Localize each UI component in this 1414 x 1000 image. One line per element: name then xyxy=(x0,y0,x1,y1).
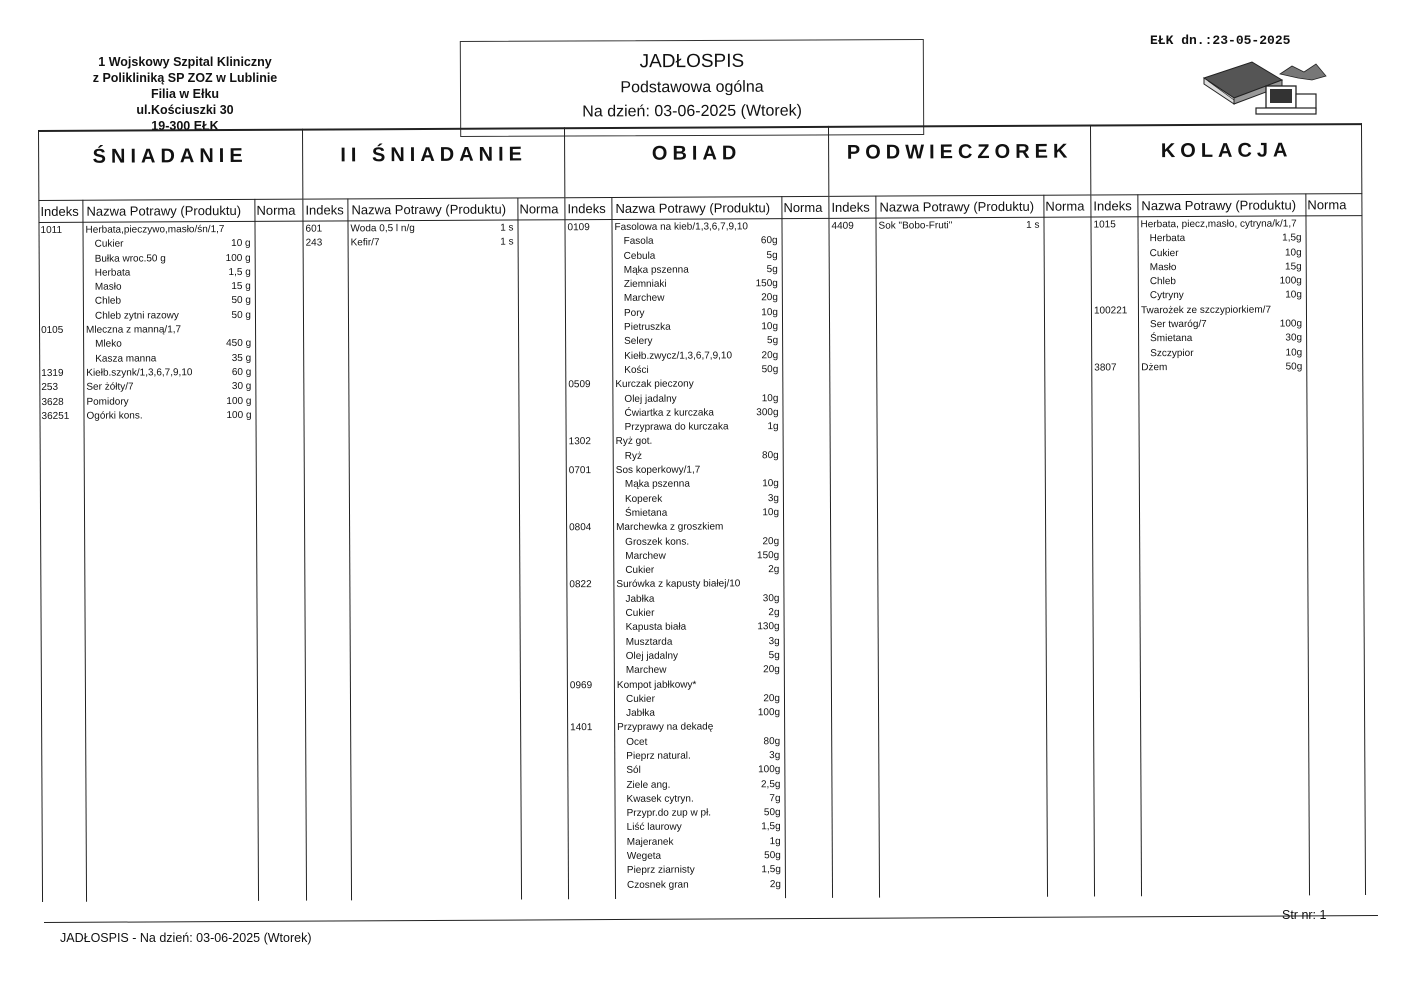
ingredient-row xyxy=(1092,317,1363,333)
ingredient-name: Cukier xyxy=(94,238,124,251)
row-norm: 10 g xyxy=(231,238,251,250)
institution-line: 1 Wojskowy Szpital Kliniczny xyxy=(98,55,272,69)
column-header-index: Indeks xyxy=(1093,198,1132,214)
row-index: 4409 xyxy=(831,220,854,232)
meal-rows xyxy=(829,218,1090,234)
ingredient-name: Cebula xyxy=(623,250,656,262)
column-header-name: Nazwa Potrawy (Produktu) xyxy=(351,201,507,218)
meal-rows xyxy=(1091,217,1363,376)
dish-name: Kefir/7 xyxy=(350,237,380,249)
institution-block xyxy=(80,54,290,134)
ingredient-name: Ser twaróg/7 xyxy=(1150,318,1207,331)
row-norm: 60 g xyxy=(231,366,252,378)
ingredient-row xyxy=(1092,346,1363,362)
dish-row xyxy=(567,434,830,450)
row-norm: 20g xyxy=(763,664,780,676)
row-norm: 100g xyxy=(758,764,781,776)
ingredient-row xyxy=(569,849,832,865)
row-norm: 3g xyxy=(768,635,780,647)
title-box xyxy=(460,39,924,137)
row-norm: 10g xyxy=(762,507,780,519)
row-norm: 50g xyxy=(1285,361,1303,373)
row-index: 601 xyxy=(305,223,323,235)
dish-name: Marchewka z groszkiem xyxy=(616,521,724,534)
column-header-norm: Norma xyxy=(783,199,823,216)
row-norm: 10g xyxy=(1285,347,1303,359)
ingredient-row xyxy=(568,663,831,679)
dish-name: Fasolowa na kieb/1,3,6,7,9,10 xyxy=(614,221,748,233)
menu-date: Na dzień: 03-06-2025 (Wtorek) xyxy=(582,102,802,121)
row-norm: 2,5g xyxy=(760,778,781,790)
ingredient-row xyxy=(569,863,832,879)
ingredient-row xyxy=(569,878,832,894)
column-header-index: Indeks xyxy=(567,201,606,217)
ingredient-name: Cukier xyxy=(1149,247,1179,259)
ingredient-row xyxy=(39,351,303,367)
ingredient-name: Cukier xyxy=(625,693,655,705)
ingredient-name: Ryż xyxy=(624,450,642,462)
ingredient-name: Musztarda xyxy=(625,636,673,648)
row-norm: 150g xyxy=(755,278,778,290)
dish-name: Herbata,pieczywo,masło/śn/1,7 xyxy=(85,224,225,236)
ingredient-name: Bułka wroc.50 g xyxy=(94,252,166,265)
row-norm: 1 s xyxy=(500,236,514,248)
ingredient-name: Przypr.do zup w pł. xyxy=(626,807,712,820)
meal-rows xyxy=(303,221,564,251)
column-divider xyxy=(875,196,880,898)
ingredient-name: Liść laurowy xyxy=(626,822,682,834)
row-index: 253 xyxy=(41,382,59,394)
row-norm: 2g xyxy=(768,564,780,576)
ingredient-row xyxy=(566,234,829,250)
ingredient-row xyxy=(567,592,830,608)
row-norm: 1g xyxy=(767,421,779,433)
meal-rows xyxy=(565,220,832,893)
row-index: 0109 xyxy=(567,222,590,234)
ingredient-name: Marchew xyxy=(625,664,667,677)
diet-name: Podstawowa ogólna xyxy=(620,78,764,97)
ingredient-row xyxy=(569,835,832,851)
ingredient-name: Pieprz natural. xyxy=(626,750,691,762)
ingredient-row xyxy=(567,549,830,565)
row-norm: 5g xyxy=(766,249,778,261)
column-header-norm: Norma xyxy=(256,202,296,218)
column-header-index: Indeks xyxy=(305,202,344,218)
meal-column xyxy=(1090,123,1366,896)
column-header-index: Indeks xyxy=(40,203,79,219)
row-norm: 1 s xyxy=(500,222,514,234)
row-norm: 15g xyxy=(1285,261,1302,273)
dish-row xyxy=(1092,303,1363,319)
ingredient-row xyxy=(568,749,831,765)
ingredient-name: Olej jadalny xyxy=(625,650,679,662)
ingredient-name: Majeranek xyxy=(626,836,674,848)
ingredient-name: Herbata xyxy=(1149,233,1186,245)
row-norm: 5g xyxy=(768,650,780,662)
meal-title: OBIAD xyxy=(651,142,742,165)
row-norm: 30g xyxy=(762,592,780,604)
row-index: 1015 xyxy=(1093,219,1116,231)
ingredient-row xyxy=(569,820,832,836)
row-norm: 50 g xyxy=(231,309,252,321)
dish-name: Pomidory xyxy=(86,396,129,408)
column-header-name: Nazwa Potrawy (Produktu) xyxy=(879,198,1035,215)
ingredient-row xyxy=(569,806,832,822)
dish-name: Herbata, piecz,masło, cytryna/k/1,7 xyxy=(1140,218,1297,231)
ingredient-name: Chleb zytni razowy xyxy=(94,310,179,322)
row-norm: 1,5g xyxy=(761,821,781,833)
ingredient-name: Herbata xyxy=(94,267,131,279)
dish-row xyxy=(304,236,565,252)
ingredient-name: Cukier xyxy=(625,564,655,577)
meal-column xyxy=(828,124,1094,897)
row-norm: 7g xyxy=(769,792,781,805)
row-index: 1302 xyxy=(568,436,591,448)
row-norm: 5g xyxy=(766,335,779,347)
ingredient-name: Cytryny xyxy=(1149,290,1184,302)
row-norm: 10g xyxy=(1285,289,1302,301)
ingredient-row xyxy=(566,248,829,264)
ingredient-name: Olej jadalny xyxy=(624,393,677,405)
dish-name: Surówka z kapusty białej/10 xyxy=(616,578,741,591)
row-norm: 10g xyxy=(1284,246,1302,259)
ingredient-row xyxy=(567,449,830,465)
row-index: 0105 xyxy=(41,324,64,337)
column-divider xyxy=(347,198,352,900)
row-norm: 80g xyxy=(763,735,781,747)
ingredient-name: Marchew xyxy=(623,293,665,305)
dish-name: Kompot jabłkowy* xyxy=(616,679,697,691)
row-index: 3628 xyxy=(41,396,64,408)
ingredient-row xyxy=(568,649,831,665)
row-norm: 30g xyxy=(1285,332,1303,344)
row-index: 3807 xyxy=(1094,362,1117,374)
ingredient-name: Mleko xyxy=(95,338,122,351)
dish-row xyxy=(567,577,830,593)
dish-name: Ogórki kons. xyxy=(86,410,143,422)
institution-line: ul.Kościuszki 30 xyxy=(136,103,234,117)
row-index: 0804 xyxy=(569,522,592,534)
meal-title: PODWIECZOREK xyxy=(846,140,1073,164)
row-index: 0969 xyxy=(569,679,593,691)
ingredient-row xyxy=(568,735,831,751)
book-computer-icon xyxy=(1200,56,1334,118)
row-norm: 300g xyxy=(756,406,779,419)
dish-row xyxy=(568,720,831,736)
ingredient-row xyxy=(567,563,830,579)
ingredient-name: Ocet xyxy=(626,736,648,748)
row-norm: 1,5 g xyxy=(228,266,251,278)
ingredient-name: Przyprawa do kurczaka xyxy=(624,421,729,434)
column-header-name: Nazwa Potrawy (Produktu) xyxy=(1141,197,1297,214)
ingredient-name: Jabłka xyxy=(626,707,655,720)
ingredient-name: Wegeta xyxy=(626,850,662,862)
ingredient-name: Masło xyxy=(1149,261,1177,274)
ingredient-name: Mąka pszenna xyxy=(623,264,689,276)
ingredient-name: Pory xyxy=(623,307,645,319)
dish-row xyxy=(567,520,830,536)
footer-divider xyxy=(44,915,1378,923)
row-norm: 100 g xyxy=(226,409,252,421)
meal-title: II ŚNIADANIE xyxy=(340,143,528,167)
dish-row xyxy=(829,218,1090,234)
ingredient-row xyxy=(567,491,830,507)
ingredient-name: Szczypior xyxy=(1150,347,1194,359)
row-norm: 2g xyxy=(769,878,781,890)
ingredient-row xyxy=(39,294,303,310)
row-norm: 20g xyxy=(762,535,780,547)
dish-name: Woda 0,5 l n/g xyxy=(350,223,415,235)
dish-name: Sos koperkowy/1,7 xyxy=(615,464,701,477)
column-divider xyxy=(517,197,522,899)
row-norm: 450 g xyxy=(226,338,252,350)
ingredient-row xyxy=(566,363,829,379)
ingredient-row xyxy=(568,606,831,622)
ingredient-row xyxy=(566,320,829,336)
ingredient-row xyxy=(566,391,829,407)
institution-line: Filia w Ełku xyxy=(150,87,220,101)
row-norm: 2g xyxy=(768,607,780,619)
ingredient-name: Sól xyxy=(626,765,641,777)
column-divider xyxy=(1043,195,1048,897)
row-norm: 100g xyxy=(1279,318,1303,330)
row-norm: 60g xyxy=(760,235,778,247)
ingredient-row xyxy=(568,792,831,808)
meal-column xyxy=(302,127,568,900)
ingredient-row xyxy=(39,337,303,353)
row-norm: 100 g xyxy=(225,252,251,264)
row-norm: 1,5g xyxy=(1282,232,1302,244)
ingredient-name: Ćwiartka z kurczaka xyxy=(624,407,714,419)
dish-row xyxy=(568,677,831,693)
row-norm: 30 g xyxy=(231,381,252,393)
ingredient-row xyxy=(568,620,831,636)
dish-row xyxy=(1091,217,1362,233)
ingredient-row xyxy=(566,349,829,365)
ingredient-name: Śmietana xyxy=(1150,333,1193,345)
dish-name: Kurczak pieczony xyxy=(615,378,694,391)
ingredient-row xyxy=(566,277,829,293)
row-index: 1401 xyxy=(570,722,593,734)
dish-row xyxy=(567,463,830,479)
ingredient-row xyxy=(568,634,831,650)
row-norm: 50 g xyxy=(231,295,251,307)
row-norm: 1 s xyxy=(1026,219,1040,231)
issue-date: EŁK dn.:23-05-2025 xyxy=(1150,33,1291,48)
row-norm: 10g xyxy=(762,478,779,490)
ingredient-name: Czosnek gran xyxy=(626,879,689,891)
ingredient-row xyxy=(566,306,829,322)
ingredient-row xyxy=(568,692,831,708)
row-norm: 5g xyxy=(766,264,778,276)
ingredient-row xyxy=(567,420,830,436)
column-header-index: Indeks xyxy=(831,199,870,215)
ingredient-row xyxy=(1092,246,1363,262)
dish-name: Dżem xyxy=(1141,362,1168,374)
dish-name: Ryż got. xyxy=(615,436,653,448)
dish-row xyxy=(39,380,303,396)
ingredient-name: Kiełb.zwycz/1,3,6,7,9,10 xyxy=(624,350,733,362)
dish-row xyxy=(303,221,564,237)
ingredient-name: Pietruszka xyxy=(624,321,671,334)
row-norm: 100 g xyxy=(226,395,252,407)
ingredient-row xyxy=(39,251,303,267)
ingredient-name: Cukier xyxy=(625,607,655,619)
dish-name: Mleczna z manną/1,7 xyxy=(86,324,182,336)
meal-title: ŚNIADANIE xyxy=(92,144,248,168)
ingredient-row xyxy=(39,266,303,282)
row-norm: 100g xyxy=(1279,275,1302,287)
row-norm: 50g xyxy=(764,850,781,862)
meal-column xyxy=(564,126,832,899)
ingredient-name: Kości xyxy=(624,364,649,376)
ingredient-row xyxy=(39,280,303,296)
row-norm: 100g xyxy=(757,707,781,719)
ingredient-row xyxy=(1092,260,1363,276)
row-norm: 1,5g xyxy=(761,864,781,876)
dish-row xyxy=(39,408,303,424)
column-header-norm: Norma xyxy=(1307,197,1347,213)
ingredient-name: Mąka pszenna xyxy=(624,478,690,491)
ingredient-name: Pieprz ziarnisty xyxy=(626,864,695,877)
row-norm: 35 g xyxy=(231,352,252,364)
ingredient-name: Koperek xyxy=(624,493,663,505)
row-norm: 50g xyxy=(761,364,779,376)
dish-name: Twarożek ze szczypiorkiem/7 xyxy=(1140,304,1272,317)
ingredient-row xyxy=(567,534,830,550)
row-norm: 20g xyxy=(763,692,781,705)
row-norm: 3g xyxy=(769,750,781,762)
row-norm: 15 g xyxy=(231,281,251,293)
ingredient-name: Ziele ang. xyxy=(626,779,671,791)
dish-row xyxy=(39,394,303,410)
dish-name: Sok "Bobo-Fruti" xyxy=(878,220,953,232)
ingredient-row xyxy=(1092,274,1363,290)
ingredient-row xyxy=(568,777,831,793)
row-norm: 80g xyxy=(761,449,779,461)
row-norm: 20g xyxy=(761,349,779,361)
row-index: 243 xyxy=(305,237,323,249)
row-norm: 1g xyxy=(769,835,781,847)
ingredient-name: Ziemniaki xyxy=(623,278,667,291)
ingredient-name: Selery xyxy=(624,336,653,348)
ingredient-row xyxy=(566,263,829,279)
dish-row xyxy=(1092,360,1363,376)
ingredient-row xyxy=(566,406,829,422)
ingredient-name: Śmietana xyxy=(624,507,668,519)
page-title: JADŁOSPIS xyxy=(639,50,745,73)
dish-row xyxy=(565,220,828,236)
ingredient-row xyxy=(1092,331,1363,347)
ingredient-name: Groszek kons. xyxy=(625,536,690,548)
ingredient-name: Kapusta biała xyxy=(625,621,687,634)
ingredient-name: Kasza manna xyxy=(95,353,157,365)
ingredient-row xyxy=(566,334,829,350)
row-index: 100221 xyxy=(1093,305,1128,317)
ingredient-row xyxy=(568,763,831,779)
page-number: Str nr: 1 xyxy=(1282,908,1327,922)
meal-rows xyxy=(38,223,303,425)
ingredient-name: Jabłka xyxy=(625,593,655,605)
ingredient-row xyxy=(567,506,830,522)
column-header-norm: Norma xyxy=(519,201,559,217)
row-norm: 20g xyxy=(761,292,778,304)
ingredient-row xyxy=(1092,289,1363,305)
dish-row xyxy=(39,366,303,382)
row-index: 36251 xyxy=(41,410,70,422)
footer-title: JADŁOSPIS - Na dzień: 03-06-2025 (Wtorek) xyxy=(60,931,312,945)
row-norm: 10g xyxy=(761,392,779,404)
row-norm: 130g xyxy=(757,621,780,633)
column-header-norm: Norma xyxy=(1045,198,1085,214)
ingredient-name: Masło xyxy=(94,281,122,293)
ingredient-name: Kwasek cytryn. xyxy=(626,793,694,805)
dish-name: Kiełb.szynk/1,3,6,7,9,10 xyxy=(86,367,193,379)
ingredient-name: Marchew xyxy=(625,550,666,562)
ingredient-row xyxy=(568,706,831,722)
row-norm: 10g xyxy=(761,306,778,318)
dish-row xyxy=(38,223,302,239)
meal-column xyxy=(38,129,306,902)
column-header-name: Nazwa Potrawy (Produktu) xyxy=(615,200,771,216)
ingredient-row xyxy=(39,237,303,253)
row-index: 1319 xyxy=(41,367,64,379)
ingredient-name: Chleb xyxy=(1149,276,1176,288)
dish-row xyxy=(39,323,303,339)
dish-name: Ser żółty/7 xyxy=(86,381,134,394)
ingredient-row xyxy=(566,291,829,307)
row-norm: 50g xyxy=(763,807,781,819)
meal-title: KOLACJA xyxy=(1160,139,1293,163)
row-index: 1011 xyxy=(40,224,63,236)
row-index: 0822 xyxy=(569,579,592,591)
row-index: 0701 xyxy=(568,465,592,477)
menu-table xyxy=(38,123,1366,902)
column-header-name: Nazwa Potrawy (Produktu) xyxy=(86,202,242,219)
ingredient-name: Fasola xyxy=(623,236,654,248)
row-norm: 10g xyxy=(761,321,779,333)
dish-name: Przyprawy na dekadę xyxy=(617,721,714,734)
ingredient-row xyxy=(1092,231,1363,247)
institution-line: 19-300 EŁK xyxy=(151,119,219,133)
ingredient-row xyxy=(39,308,303,324)
ingredient-name: Chleb xyxy=(94,296,122,308)
row-index: 0509 xyxy=(568,379,591,391)
row-norm: 3g xyxy=(767,492,779,504)
ingredient-row xyxy=(567,477,830,493)
institution-line: z Polikliniką SP ZOZ w Lublinie xyxy=(92,71,278,85)
dish-row xyxy=(566,377,829,393)
row-norm: 150g xyxy=(756,549,780,562)
